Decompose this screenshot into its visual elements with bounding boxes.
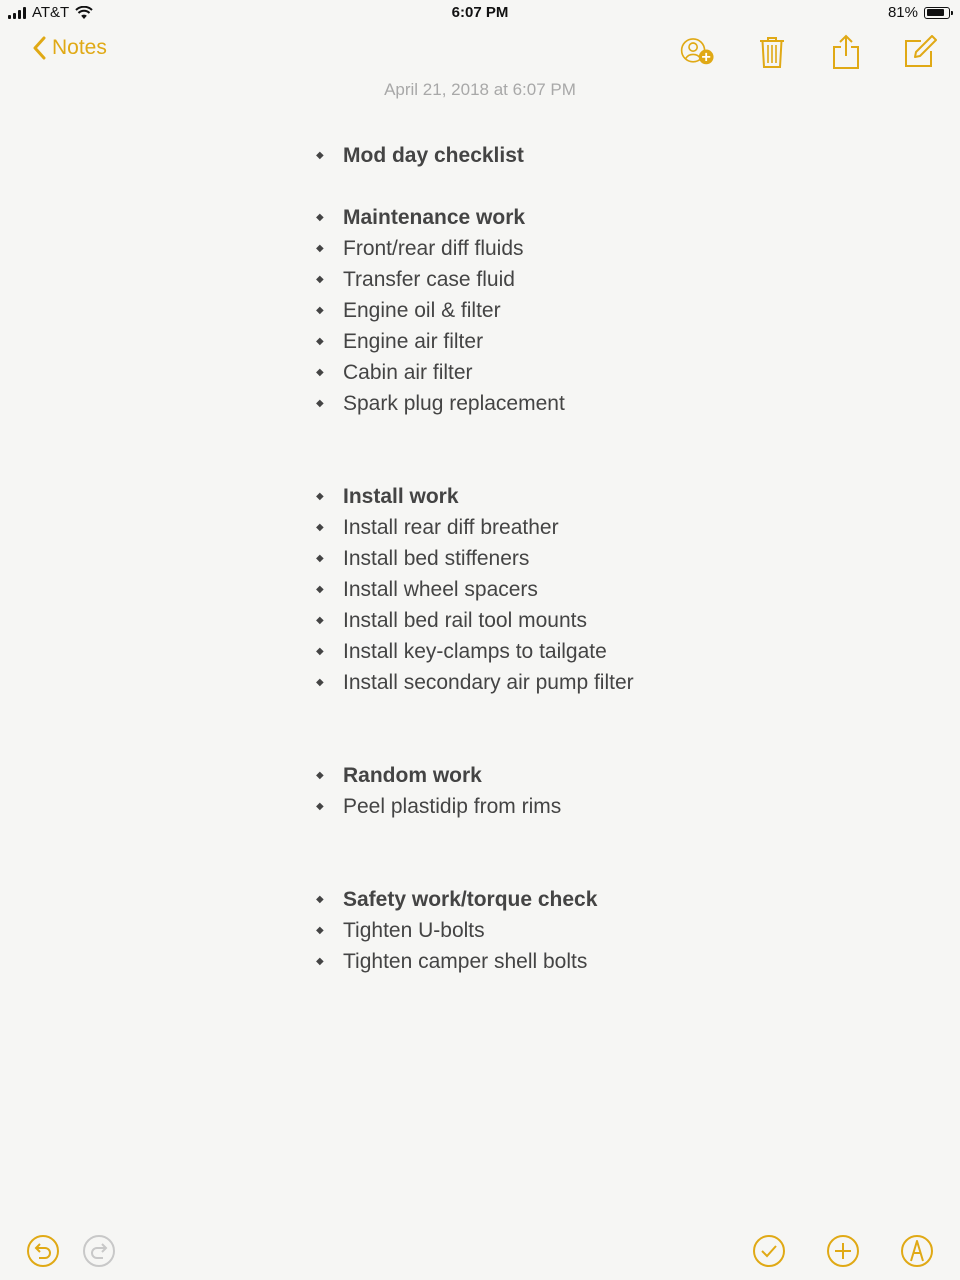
bullet-icon: ◆: [316, 274, 324, 285]
compose-icon: [903, 35, 937, 69]
list-item[interactable]: [316, 667, 916, 698]
list-item-text: Front/rear diff fluids: [343, 236, 524, 260]
note-body[interactable]: [316, 140, 916, 977]
section-heading[interactable]: [316, 202, 916, 233]
bullet-icon: ◆: [316, 646, 324, 657]
back-label: Notes: [52, 36, 107, 59]
list-item-text: Install rear diff breather: [343, 515, 559, 539]
compose-button[interactable]: [902, 32, 938, 72]
list-item[interactable]: [316, 264, 916, 295]
bullet-icon: ◆: [316, 522, 324, 533]
list-item-text: Install bed stiffeners: [343, 546, 530, 570]
back-to-notes-button[interactable]: [32, 36, 107, 60]
bullet-icon: ◆: [316, 243, 324, 254]
status-right: [888, 4, 950, 21]
bullet-icon: ◆: [316, 553, 324, 564]
section-heading-text: Safety work/torque check: [343, 887, 598, 911]
list-item[interactable]: [316, 326, 916, 357]
list-item[interactable]: [316, 357, 916, 388]
bullet-icon: ◆: [316, 770, 324, 781]
list-item[interactable]: [316, 543, 916, 574]
undo-icon[interactable]: [26, 1234, 60, 1268]
nav-actions: [680, 32, 938, 72]
list-item-text: Install wheel spacers: [343, 577, 538, 601]
bullet-icon: ◆: [316, 212, 324, 223]
list-item-text: Engine oil & filter: [343, 298, 501, 322]
bottom-left-toolbar: [26, 1234, 116, 1268]
bullet-icon: ◆: [316, 491, 324, 502]
section-heading[interactable]: [316, 481, 916, 512]
section-heading-text: Random work: [343, 763, 482, 787]
bullet-icon: ◆: [316, 677, 324, 688]
redo-icon[interactable]: [82, 1234, 116, 1268]
bullet-icon: ◆: [316, 336, 324, 347]
list-item[interactable]: [316, 605, 916, 636]
list-item-text: Install secondary air pump filter: [343, 670, 634, 694]
status-time: 6:07 PM: [451, 4, 509, 21]
section-heading-text: Install work: [343, 484, 459, 508]
list-item-text: Tighten U-bolts: [343, 918, 485, 942]
list-item-text: Transfer case fluid: [343, 267, 515, 291]
list-item[interactable]: [316, 295, 916, 326]
bullet-icon: ◆: [316, 894, 324, 905]
add-icon[interactable]: [826, 1234, 860, 1268]
list-item-text: Install bed rail tool mounts: [343, 608, 587, 632]
share-button[interactable]: [828, 32, 864, 72]
battery-percent: 81%: [887, 4, 918, 21]
section-heading[interactable]: [316, 760, 916, 791]
bullet-icon: ◆: [316, 584, 324, 595]
bullet-icon: ◆: [316, 925, 324, 936]
bullet-icon: ◆: [316, 150, 324, 161]
battery-icon: [924, 7, 950, 19]
list-item[interactable]: [316, 512, 916, 543]
list-item-text: Spark plug replacement: [343, 391, 565, 415]
list-item-text: Tighten camper shell bolts: [343, 949, 588, 973]
list-item-text: Engine air filter: [343, 329, 484, 353]
checklist-icon[interactable]: [752, 1234, 786, 1268]
bullet-icon: ◆: [316, 398, 324, 409]
battery-fill: [927, 9, 944, 16]
list-item[interactable]: [316, 915, 916, 946]
carrier-label: AT&T: [32, 4, 70, 21]
note-title: Mod day checklist: [343, 143, 524, 167]
section-heading[interactable]: [316, 884, 916, 915]
list-item-text: Cabin air filter: [343, 360, 473, 384]
list-item-text: Peel plastidip from rims: [343, 794, 562, 818]
bullet-icon: ◆: [316, 956, 324, 967]
list-item[interactable]: [316, 946, 916, 977]
list-item[interactable]: [316, 233, 916, 264]
list-item[interactable]: [316, 574, 916, 605]
bottom-right-toolbar: [752, 1234, 934, 1268]
note-title-line[interactable]: [316, 140, 916, 171]
bullet-icon: ◆: [316, 305, 324, 316]
status-bar: [0, 0, 960, 26]
markup-icon[interactable]: [900, 1234, 934, 1268]
bullet-icon: ◆: [316, 367, 324, 378]
share-icon: [832, 34, 860, 70]
bullet-icon: ◆: [316, 801, 324, 812]
list-item-text: Install key-clamps to tailgate: [343, 639, 607, 663]
add-person-icon: [680, 34, 716, 70]
list-item[interactable]: [316, 388, 916, 419]
chevron-left-icon: [32, 36, 46, 60]
list-item[interactable]: [316, 636, 916, 667]
add-people-button[interactable]: [680, 32, 716, 72]
bullet-icon: ◆: [316, 615, 324, 626]
delete-note-button[interactable]: [754, 32, 790, 72]
note-date: April 21, 2018 at 6:07 PM: [384, 80, 576, 99]
section-heading-text: Maintenance work: [343, 205, 526, 229]
list-item[interactable]: [316, 791, 916, 822]
trash-icon: [758, 35, 786, 69]
